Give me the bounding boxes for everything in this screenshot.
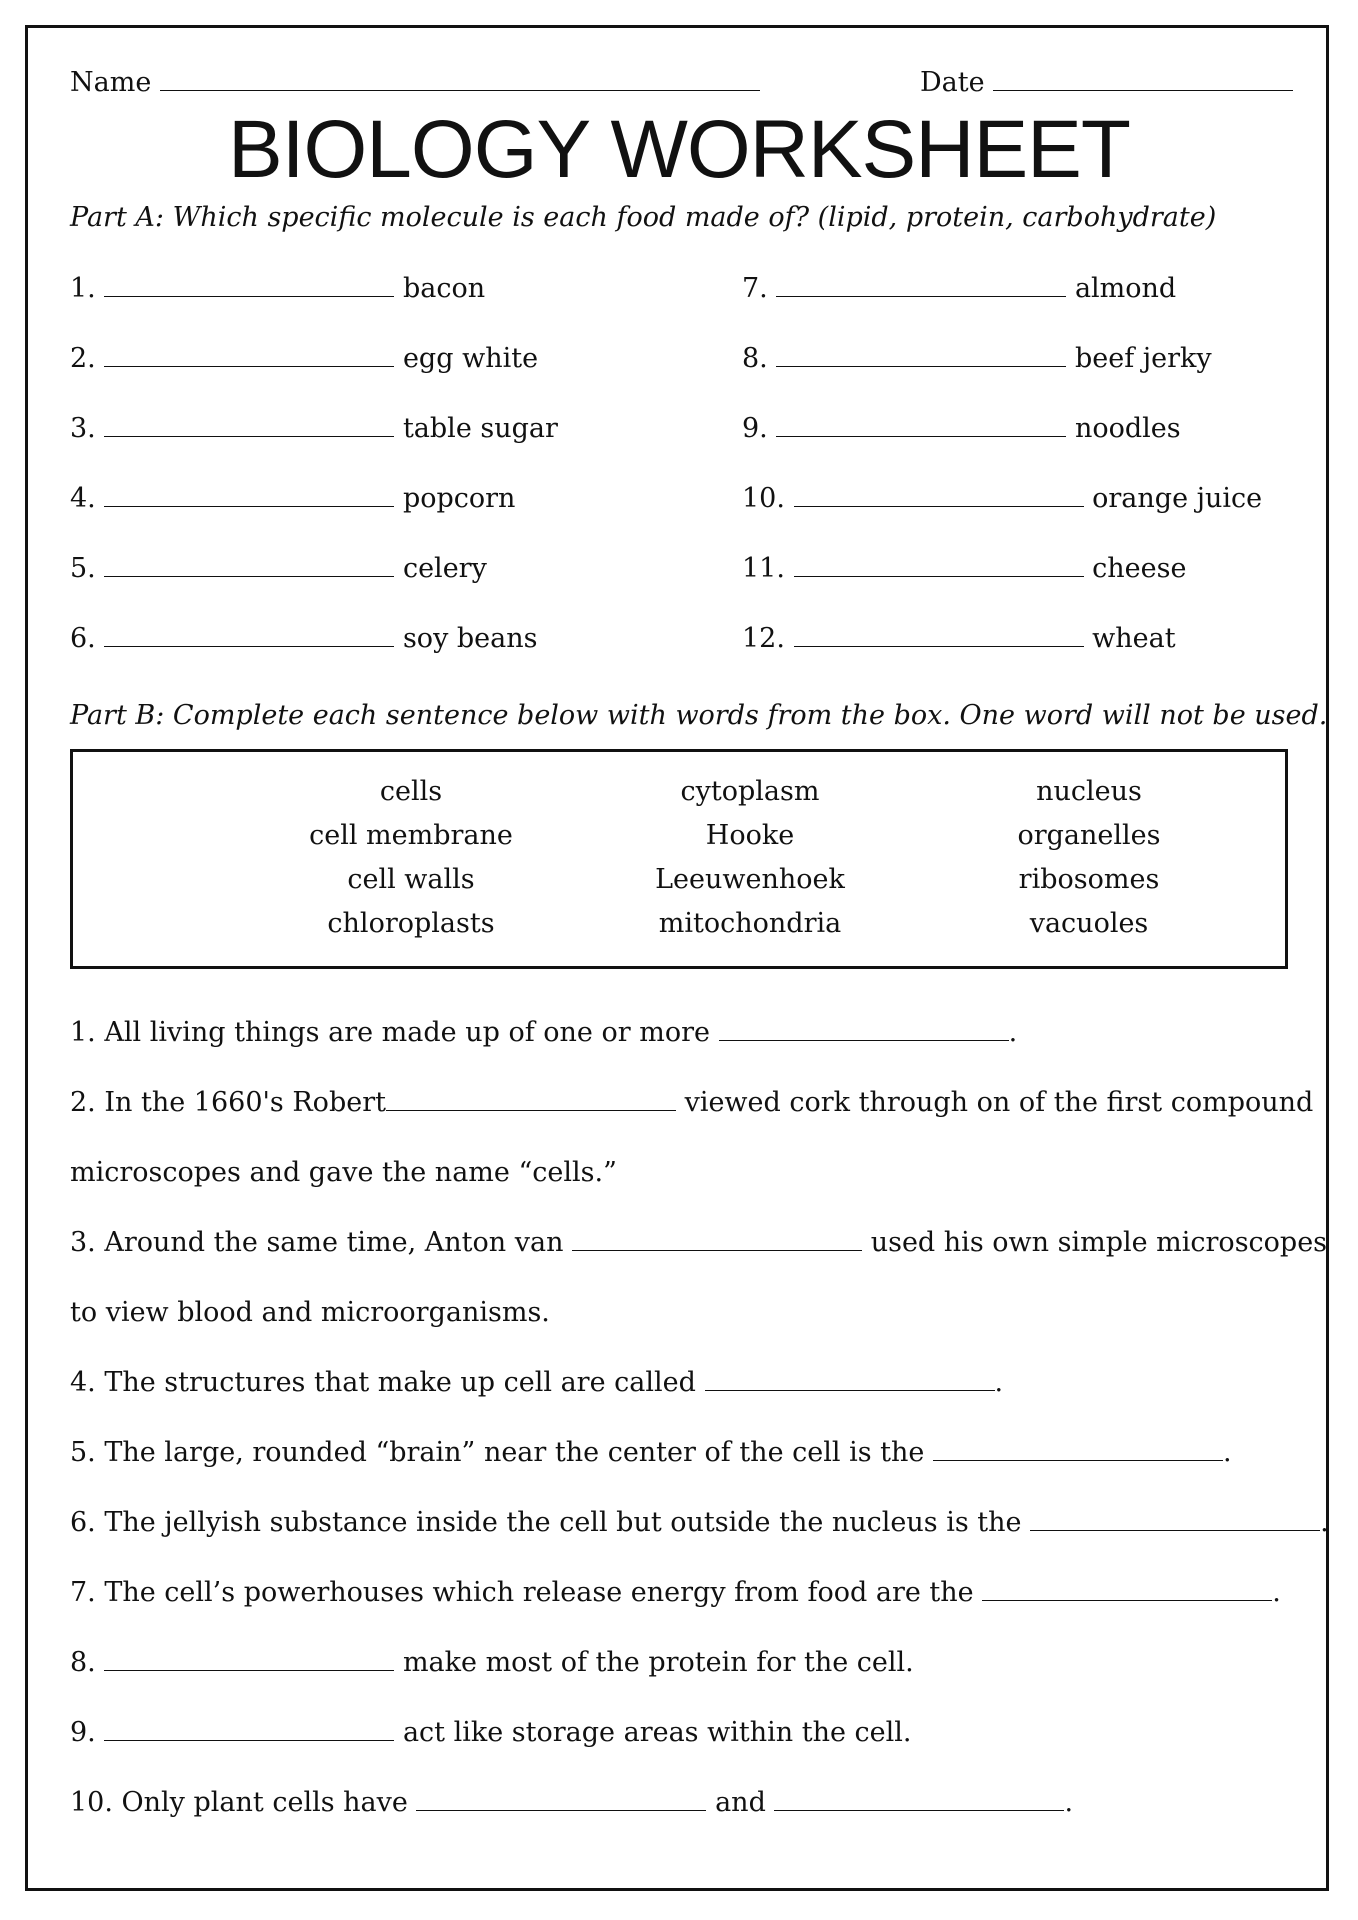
word-bank-item: cytoplasm [680, 776, 820, 807]
part-a-item: 1. bacon [70, 273, 486, 304]
word-bank-item: chloroplasts [327, 908, 495, 939]
date-label: Date [920, 67, 985, 98]
part-b-instruction: Part B: Complete each sentence below with words from the box. One word will not be used. [70, 700, 1328, 731]
part-a-item: 4. popcorn [70, 483, 516, 514]
date-blank[interactable] [993, 68, 1293, 91]
answer-blank[interactable] [776, 344, 1066, 367]
sentence: 7. The cell’s powerhouses which release energy from food are the . [70, 1577, 1281, 1608]
sentence-continuation: microscopes and gave the name “cells.” [70, 1157, 617, 1188]
word-bank-item: Hooke [705, 820, 795, 851]
sentence: 4. The structures that make up cell are called . [70, 1367, 1004, 1398]
answer-blank[interactable] [719, 1018, 1009, 1041]
part-a-item: 6. soy beans [70, 623, 538, 654]
part-a-instruction: Part A: Which specific molecule is each food made of? (lipid, protein, carbohydrate) [70, 202, 1217, 233]
answer-blank[interactable] [104, 414, 394, 437]
answer-blank[interactable] [416, 1788, 706, 1811]
part-a-item: 9. noodles [742, 413, 1181, 444]
answer-blank[interactable] [705, 1368, 995, 1391]
answer-blank[interactable] [104, 1648, 394, 1671]
answer-blank[interactable] [794, 624, 1084, 647]
part-a-item: 10. orange juice [742, 483, 1263, 514]
part-a-item: 7. almond [742, 273, 1177, 304]
sentence: 5. The large, rounded “brain” near the center of the cell is the . [70, 1437, 1232, 1468]
name-blank[interactable] [160, 68, 760, 91]
part-a-item: 12. wheat [742, 623, 1176, 654]
answer-blank[interactable] [933, 1438, 1223, 1461]
answer-blank[interactable] [104, 1718, 394, 1741]
answer-blank[interactable] [386, 1088, 676, 1111]
word-bank-item: organelles [1017, 820, 1161, 851]
answer-blank[interactable] [776, 274, 1066, 297]
word-bank-item: cells [379, 776, 443, 807]
part-a-item: 11. cheese [742, 553, 1187, 584]
name-label: Name [70, 67, 152, 98]
sentence: 8. make most of the protein for the cell. [70, 1647, 914, 1678]
answer-blank[interactable] [794, 484, 1084, 507]
answer-blank[interactable] [572, 1228, 862, 1251]
word-bank-item: mitochondria [658, 908, 842, 939]
sentence: 9. act like storage areas within the cell. [70, 1717, 912, 1748]
sentence: 1. All living things are made up of one or more . [70, 1017, 1018, 1048]
answer-blank[interactable] [104, 484, 394, 507]
page-title: BIOLOGY WORKSHEET [228, 104, 1130, 195]
part-a-item: 5. celery [70, 553, 487, 584]
sentence-continuation: to view blood and microorganisms. [70, 1297, 550, 1328]
word-bank-box [70, 749, 1288, 969]
word-bank-item: cell walls [347, 864, 475, 895]
answer-blank[interactable] [776, 414, 1066, 437]
sentence: 2. In the 1660's Robert viewed cork through on of the first compound [70, 1087, 1314, 1118]
word-bank-item: vacuoles [1029, 908, 1149, 939]
word-bank-item: nucleus [1036, 776, 1142, 807]
sentence: 10. Only plant cells have and . [70, 1787, 1074, 1818]
answer-blank[interactable] [104, 274, 394, 297]
part-a-item: 8. beef jerky [742, 343, 1212, 374]
answer-blank[interactable] [104, 344, 394, 367]
answer-blank[interactable] [1030, 1508, 1320, 1531]
part-a-item: 3. table sugar [70, 413, 558, 444]
answer-blank[interactable] [104, 554, 394, 577]
answer-blank[interactable] [774, 1788, 1064, 1811]
part-a-item: 2. egg white [70, 343, 539, 374]
word-bank-item: Leeuwenhoek [655, 864, 845, 895]
name-field [70, 65, 760, 101]
answer-blank[interactable] [104, 624, 394, 647]
word-bank-item: ribosomes [1018, 864, 1160, 895]
answer-blank[interactable] [794, 554, 1084, 577]
answer-blank[interactable] [982, 1578, 1272, 1601]
word-bank-item: cell membrane [309, 820, 513, 851]
sentence: 3. Around the same time, Anton van used his own simple microscopes [70, 1227, 1328, 1258]
date-field [920, 65, 1293, 101]
sentence: 6. The jellyish substance inside the cell but outside the nucleus is the . [70, 1507, 1329, 1538]
